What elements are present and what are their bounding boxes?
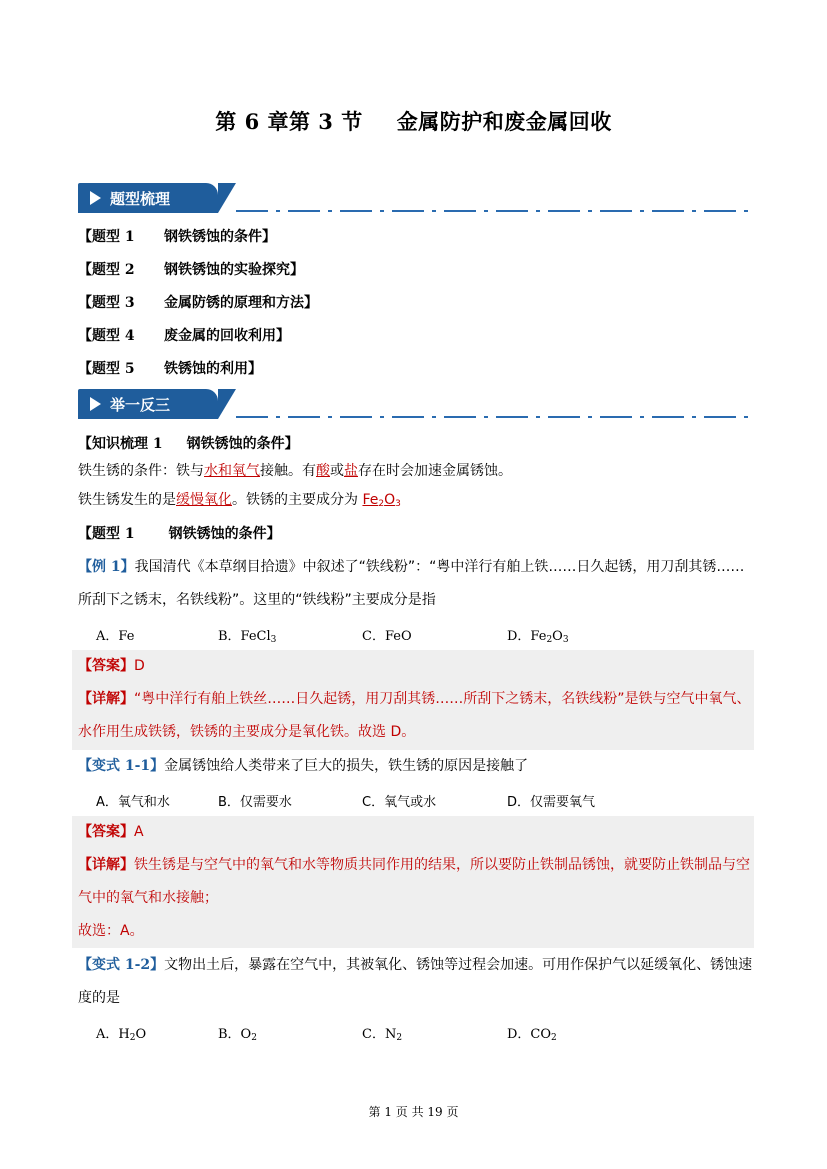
option-d[interactable]: D．$Fe_2O_3$ — [507, 629, 569, 645]
banner-tab — [78, 183, 218, 213]
banner-label: 题型梳理 — [110, 190, 171, 208]
option-a[interactable]: A．$H_2O$ — [96, 1027, 147, 1043]
example-1-detail: 【详解】“粤中洋行有舶上铁丝……日久起锈，用刀刮其锈……所刮下之锈末，名铁线粉”是铁与空气中氧气、水作用生成铁锈，铁锈的主要成分是氧化铁。故选 D。 — [78, 691, 751, 740]
option-b[interactable]: B．$O_2$ — [218, 1027, 257, 1043]
topic-item: 【题型 5 铁锈蚀的利用】 — [78, 361, 262, 377]
example-1-answer: 【答案】D — [78, 658, 145, 674]
variant-1-1-answer: 【答案】A — [78, 824, 144, 840]
option-d[interactable]: D．$CO_2$ — [507, 1027, 557, 1043]
option-c[interactable]: C．$N_2$ — [362, 1027, 403, 1043]
title-chapter: 第 6 章第 3 节 — [215, 109, 363, 134]
option-c[interactable]: C．氧气或水 — [362, 795, 437, 810]
option-a[interactable]: A．氧气和水 — [96, 795, 170, 810]
topic-item: 【题型 4 废金属的回收利用】 — [78, 328, 290, 344]
variant-1-1-question: 【变式 1-1】金属锈蚀给人类带来了巨大的损失，铁生锈的原因是接触了 — [78, 758, 529, 774]
section-banner-question-types — [78, 183, 754, 213]
option-a[interactable]: A．Fe — [96, 629, 135, 644]
option-b[interactable]: B．FeCl$_3$ — [218, 629, 277, 645]
topic-item: 【题型 1 钢铁锈蚀的条件】 — [78, 229, 276, 245]
variant-1-2-options — [96, 1023, 696, 1043]
variant-1-1-detail: 【详解】铁生锈是与空气中的氧气和水等物质共同作用的结果，所以要防止铁制品锈蚀，就要防止铁制品与空气中的氧气和水接触； — [78, 857, 750, 906]
variant-1-2-question: 【变式 1-2】文物出土后，暴露在空气中，其被氧化、锈蚀等过程会加速。可用作保护气以延缓氧化、锈蚀速度的是 — [78, 957, 753, 1006]
play-triangle-icon — [90, 397, 101, 411]
banner-label: 举一反三 — [110, 396, 171, 414]
example-1-question: 【例 1】我国清代《本草纲目拾遗》中叙述了“铁线粉”：“粤中洋行有舶上铁……日久起锈，用刀刮其锈……所刮下之锈末，名铁线粉”。这里的“铁线粉”主要成分是指 — [78, 559, 745, 608]
section-banner-practice — [78, 389, 754, 419]
play-triangle-icon — [90, 191, 101, 205]
example-1-options — [96, 625, 696, 645]
topic-item: 【题型 2 钢铁锈蚀的实验探究】 — [78, 262, 304, 278]
topic1-heading: 【题型 1 钢铁锈蚀的条件】 — [78, 526, 281, 542]
knowledge-heading: 【知识梳理 1 钢铁锈蚀的条件】 — [78, 436, 299, 452]
page-footer: 第 1 页 共 19 页 — [368, 1105, 459, 1119]
banner-dashed-line — [236, 210, 750, 212]
knowledge-line-2: 铁生锈发生的是缓慢氧化。铁锈的主要成分为 $Fe_2O_3$ — [78, 492, 401, 509]
banner-tab — [78, 389, 218, 419]
variant-1-1-options — [96, 791, 696, 811]
option-d[interactable]: D．仅需要氧气 — [507, 795, 596, 810]
banner-dashed-line — [236, 416, 750, 418]
topic-item: 【题型 3 金属防锈的原理和方法】 — [78, 295, 318, 311]
option-c[interactable]: C．FeO — [362, 629, 412, 644]
knowledge-line-1: 铁生锈的条件：铁与水和氧气接触。有酸或盐存在时会加速金属锈蚀。 — [78, 463, 512, 479]
title-topic: 金属防护和废金属回收 — [396, 109, 612, 134]
variant-1-1-conclusion: 故选：A。 — [78, 923, 144, 939]
option-b[interactable]: B．仅需要水 — [218, 795, 292, 810]
page-title — [0, 106, 827, 136]
